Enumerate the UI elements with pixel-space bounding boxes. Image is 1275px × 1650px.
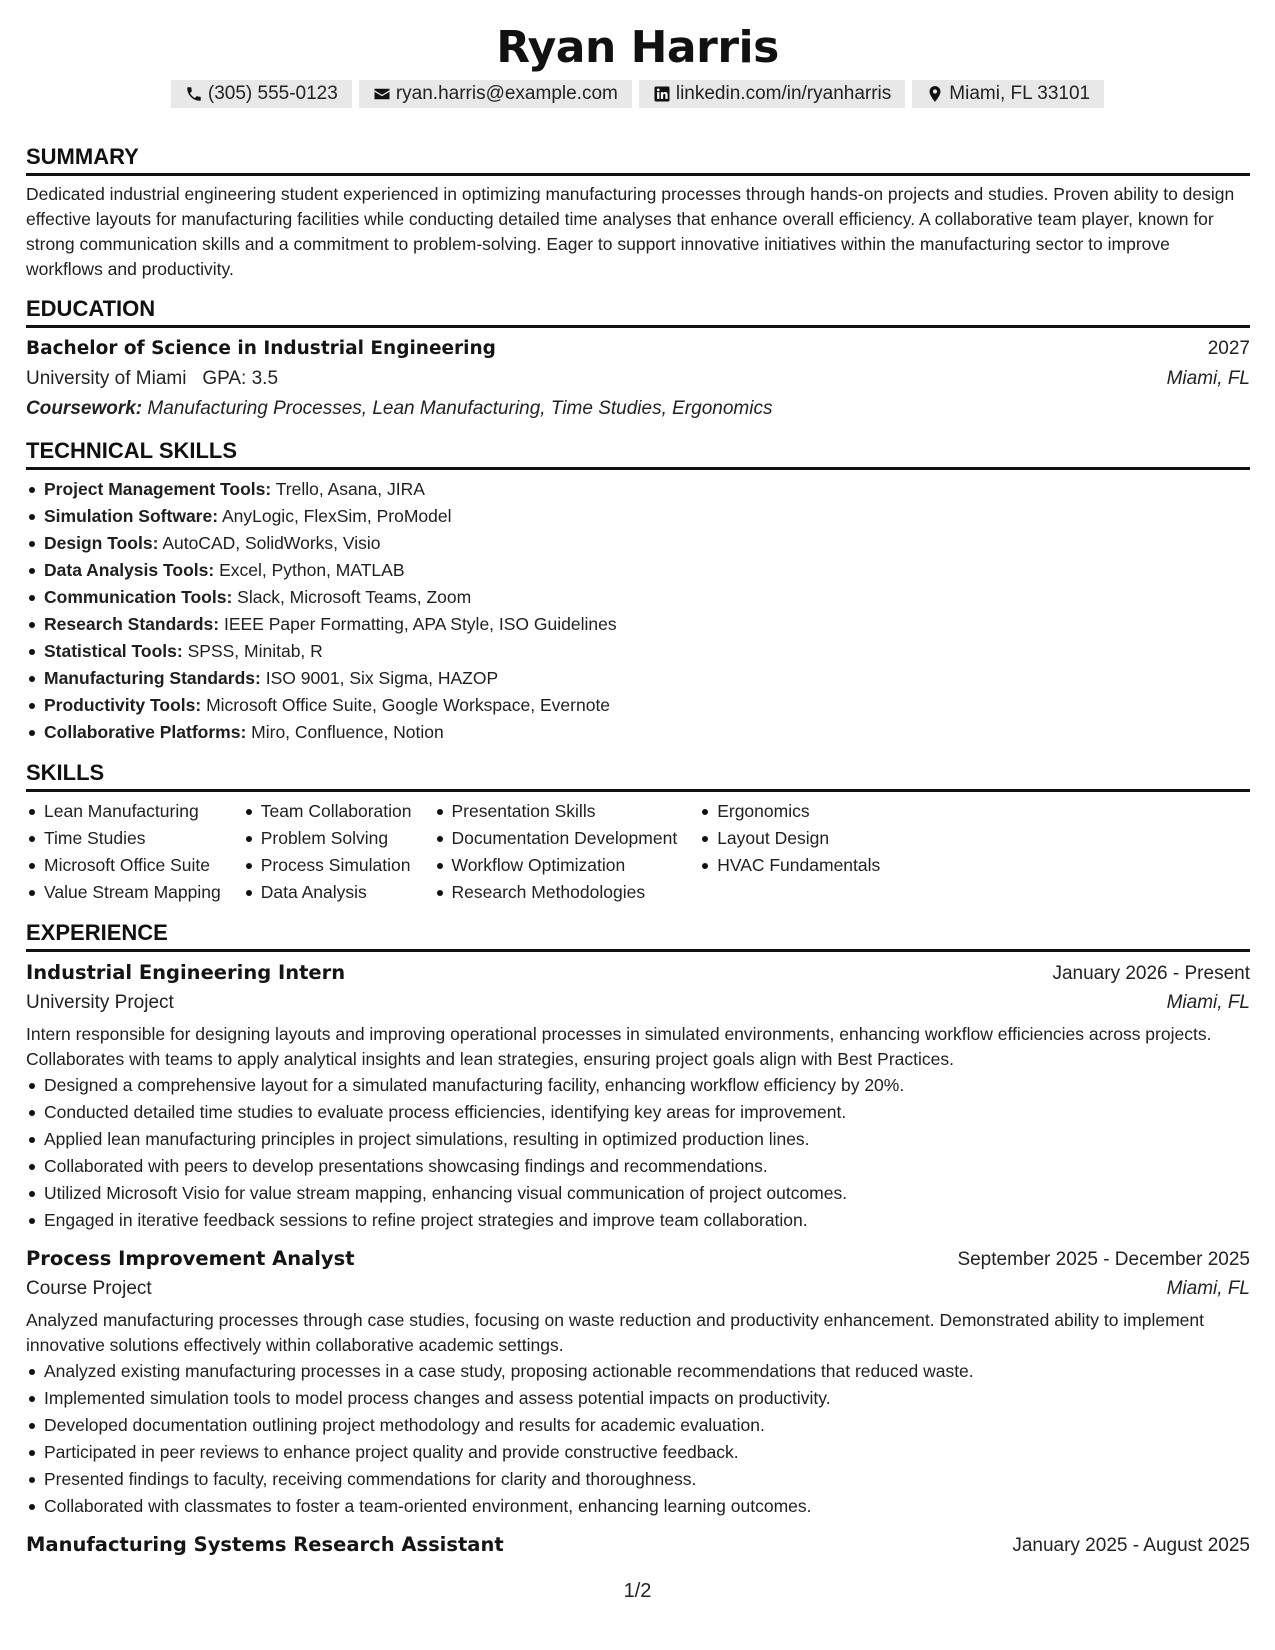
summary-section — [26, 144, 1250, 282]
list-item — [26, 692, 1250, 719]
skill-values: SPSS, Minitab, R — [187, 641, 323, 661]
list-item — [26, 557, 1250, 584]
job-entry — [26, 1530, 1250, 1560]
location-text: Miami, FL 33101 — [949, 83, 1091, 104]
list-item: Applied lean manufacturing principles in project simulations, resulting in optimized production lines. — [26, 1126, 1250, 1153]
education-degree-row — [26, 334, 1250, 364]
list-item — [26, 665, 1250, 692]
job-header — [26, 1244, 1250, 1274]
experience-section — [26, 920, 1250, 1560]
skill-values: Excel, Python, MATLAB — [219, 560, 405, 580]
skill-category: Research Standards: — [44, 614, 220, 634]
gpa: GPA: 3.5 — [202, 368, 279, 389]
skills-grid — [26, 798, 1250, 906]
skill-category: Communication Tools: — [44, 587, 233, 607]
job-header — [26, 1530, 1250, 1560]
job-location: Miami, FL — [1166, 1278, 1250, 1299]
job-org-row — [26, 1274, 1250, 1304]
list-item: Problem Solving — [243, 825, 412, 852]
list-item: Collaborated with classmates to foster a team-oriented environment, enhancing learning outcomes. — [26, 1493, 1250, 1520]
list-item: Designed a comprehensive layout for a simulated manufacturing facility, enhancing workflow efficiency by 20%. — [26, 1072, 1250, 1099]
list-item: Layout Design — [699, 825, 880, 852]
list-item — [26, 719, 1250, 746]
skills-column — [699, 798, 880, 906]
skills-section — [26, 760, 1250, 906]
list-item: Participated in peer reviews to enhance project quality and provide constructive feedback. — [26, 1439, 1250, 1466]
skill-category: Design Tools: — [44, 533, 159, 553]
skill-values: Miro, Confluence, Notion — [251, 722, 444, 742]
job-location: Miami, FL — [1166, 992, 1250, 1013]
email-text: ryan.harris@example.com — [395, 83, 618, 104]
list-item: Data Analysis — [243, 879, 412, 906]
list-item: Research Methodologies — [434, 879, 678, 906]
list-item — [26, 530, 1250, 557]
contact-location — [912, 80, 1104, 108]
list-item: Implemented simulation tools to model process changes and assess potential impacts on productivity. — [26, 1385, 1250, 1412]
skill-category: Statistical Tools: — [44, 641, 183, 661]
list-item: Process Simulation — [243, 852, 412, 879]
job-dates: January 2025 - August 2025 — [1012, 1535, 1250, 1556]
list-item: Utilized Microsoft Visio for value stream mapping, enhancing visual communication of project outcomes. — [26, 1180, 1250, 1207]
job-title: Industrial Engineering Intern — [26, 961, 346, 984]
list-item: Lean Manufacturing — [26, 798, 221, 825]
list-item: Conducted detailed time studies to evaluate process efficiencies, identifying key areas for improvement. — [26, 1099, 1250, 1126]
list-item: Developed documentation outlining project methodology and results for academic evaluation. — [26, 1412, 1250, 1439]
skill-category: Data Analysis Tools: — [44, 560, 215, 580]
list-item — [26, 503, 1250, 530]
job-org-row — [26, 988, 1250, 1018]
list-item: Workflow Optimization — [434, 852, 678, 879]
job-title: Manufacturing Systems Research Assistant — [26, 1533, 504, 1556]
phone-icon — [185, 85, 203, 103]
contact-bar — [0, 80, 1275, 108]
job-description: Intern responsible for designing layouts and improving operational processes in simulated environments, enhancing workflow efficiencies across projects. Collaborates with teams to apply analytical insights and lean strategies, ensuring project goals align with Best Practices. — [26, 1024, 1212, 1069]
school-info — [26, 364, 278, 394]
page-number: 1/2 — [623, 1580, 652, 1602]
job-entry — [26, 1244, 1250, 1520]
list-item: Presentation Skills — [434, 798, 678, 825]
linkedin-icon — [653, 85, 671, 103]
coursework-list: Manufacturing Processes, Lean Manufacturing, Time Studies, Ergonomics — [147, 398, 773, 419]
summary-text: Dedicated industrial engineering student experienced in optimizing manufacturing processes through hands-on projects and studies. Proven ability to design effective layouts for manufacturing facilities while conducting detailed time analyses that enhance overall efficiency. A collaborative team player, known for strong communication skills and a commitment to problem-solving. Eager to support innovative initiatives within the manufacturing sector to improve workflows and productivity. — [26, 184, 1235, 279]
education-section — [26, 296, 1250, 424]
degree-title: Bachelor of Science in Industrial Engineering — [26, 338, 496, 359]
list-item: Time Studies — [26, 825, 221, 852]
skills-heading: SKILLS — [26, 760, 1250, 792]
list-item: Value Stream Mapping — [26, 879, 221, 906]
list-item: Ergonomics — [699, 798, 880, 825]
skills-column — [26, 798, 221, 906]
contact-phone[interactable] — [171, 80, 352, 108]
list-item: Microsoft Office Suite — [26, 852, 221, 879]
school-name: University of Miami — [26, 368, 187, 389]
skill-values: AutoCAD, SolidWorks, Visio — [162, 533, 381, 553]
candidate-name: Ryan Harris — [496, 22, 779, 73]
job-dates: September 2025 - December 2025 — [957, 1249, 1250, 1270]
skill-values: Slack, Microsoft Teams, Zoom — [237, 587, 472, 607]
skill-values: AnyLogic, FlexSim, ProModel — [221, 506, 452, 526]
list-item: HVAC Fundamentals — [699, 852, 880, 879]
skill-values: Trello, Asana, JIRA — [275, 479, 425, 499]
skill-category: Simulation Software: — [44, 506, 219, 526]
experience-heading: EXPERIENCE — [26, 920, 1250, 952]
list-item: Team Collaboration — [243, 798, 412, 825]
job-bullets — [26, 1072, 1250, 1234]
skill-category: Collaborative Platforms: — [44, 722, 247, 742]
job-header — [26, 958, 1250, 988]
list-item: Presented findings to faculty, receiving commendations for clarity and thoroughness. — [26, 1466, 1250, 1493]
skill-category: Productivity Tools: — [44, 695, 202, 715]
list-item: Documentation Development — [434, 825, 678, 852]
job-title: Process Improvement Analyst — [26, 1247, 355, 1270]
job-bullets — [26, 1358, 1250, 1520]
technical-skills-section — [26, 438, 1250, 746]
list-item: Engaged in iterative feedback sessions to refine project strategies and improve team collaboration. — [26, 1207, 1250, 1234]
contact-email[interactable] — [359, 80, 632, 108]
job-description: Analyzed manufacturing processes through case studies, focusing on waste reduction and productivity enhancement. Demonstrated ability to implement innovative solutions effectively within collaborative academic settings. — [26, 1310, 1205, 1355]
skill-values: Microsoft Office Suite, Google Workspace, Evernote — [206, 695, 611, 715]
job-dates: January 2026 - Present — [1052, 963, 1250, 984]
list-item — [26, 476, 1250, 503]
skill-values: IEEE Paper Formatting, APA Style, ISO Guidelines — [223, 614, 617, 634]
skill-category: Manufacturing Standards: — [44, 668, 261, 688]
map-pin-icon — [926, 85, 944, 103]
skill-values: ISO 9001, Six Sigma, HAZOP — [265, 668, 499, 688]
list-item: Analyzed existing manufacturing processes in a case study, proposing actionable recommendations that reduced waste. — [26, 1358, 1250, 1385]
contact-linkedin[interactable] — [639, 80, 905, 108]
school-location: Miami, FL — [1166, 368, 1250, 389]
summary-heading: SUMMARY — [26, 144, 1250, 176]
list-item — [26, 611, 1250, 638]
list-item — [26, 584, 1250, 611]
education-heading: EDUCATION — [26, 296, 1250, 328]
education-school-row — [26, 364, 1250, 394]
technical-skills-heading: TECHNICAL SKILLS — [26, 438, 1250, 470]
job-organization: University Project — [26, 992, 174, 1013]
skills-column — [243, 798, 412, 906]
envelope-icon — [373, 85, 391, 103]
technical-skills-list — [26, 476, 1250, 746]
linkedin-text: linkedin.com/in/ryanharris — [675, 83, 892, 104]
coursework-label: Coursework: — [26, 398, 143, 419]
job-entry — [26, 958, 1250, 1234]
resume-content — [26, 144, 1250, 1574]
graduation-year: 2027 — [1207, 338, 1250, 359]
skills-column — [434, 798, 678, 906]
coursework — [26, 394, 1250, 424]
list-item: Collaborated with peers to develop presentations showcasing findings and recommendations. — [26, 1153, 1250, 1180]
list-item — [26, 638, 1250, 665]
phone-text: (305) 555-0123 — [207, 83, 338, 104]
job-organization: Course Project — [26, 1278, 152, 1299]
skill-category: Project Management Tools: — [44, 479, 272, 499]
